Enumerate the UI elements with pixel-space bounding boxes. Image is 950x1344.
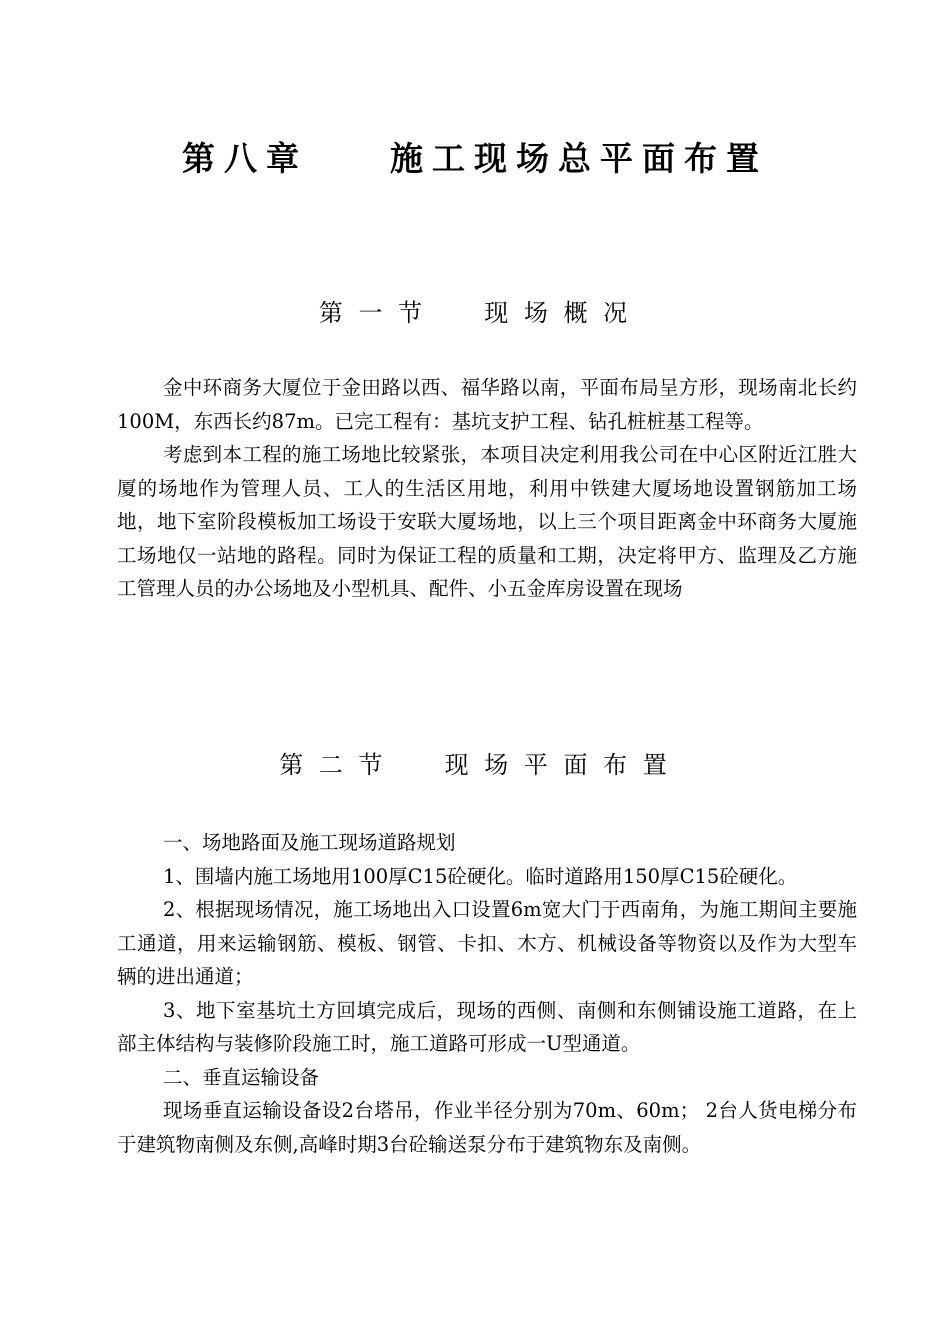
paragraph: 考虑到本工程的施工场地比较紧张，本项目决定利用我公司在中心区附近江胜大厦的场地作为管理人员、工人的生活区用地，利用中铁建大厦场地设置钢筋加工场地，地下室阶段模板加工场设于安联大厦场地，以上三个项目距离金中环商务大厦施工场地仅一站地的路程。同时为保证工程的质量和工期，决定将甲方、监理及乙方施工管理人员的办公场地及小型机具、配件、小五金库房设置在现场 xyxy=(117,443,857,600)
section-title-site-overview: 第 一 节 现 场 概 况 xyxy=(318,299,632,327)
section-title-site-layout: 第 二 节 现 场 平 面 布 置 xyxy=(279,751,671,779)
paragraph: 金中环商务大厦位于金田路以西、福华路以南，平面布局呈方形，现场南北长约100M，东西长约87m。已完工程有：基坑支护工程、钻孔桩桩基工程等。 xyxy=(117,376,857,433)
chapter-title: 第八章 施工现场总平面布置 xyxy=(182,139,768,178)
paragraph: 一、场地路面及施工现场道路规划 xyxy=(163,831,456,854)
paragraph: 1、围墙内施工场地用100厚C15砼硬化。临时道路用150厚C15砼硬化。 xyxy=(163,864,798,888)
paragraph: 2、根据现场情况，施工场地出入口设置6m宽大门于西南角，为施工期间主要施工通道，用来运输钢筋、模板、钢管、卡扣、木方、机械设备等物资以及作为大型车辆的进出通道； xyxy=(117,898,857,988)
paragraph: 3、地下室基坑土方回填完成后，现场的西侧、南侧和东侧铺设施工道路，在上部主体结构与装修阶段施工时，施工道路可形成一U型通道。 xyxy=(117,998,857,1055)
section-body-site-overview xyxy=(117,371,857,606)
paragraph: 现场垂直运输设备设2台塔吊，作业半径分别为70m、60m； 2台人货电梯分布于建筑物南侧及东侧,高峰时期3台砼输送泵分布于建筑物东及南侧。 xyxy=(117,1099,857,1156)
paragraph: 二、垂直运输设备 xyxy=(163,1065,320,1089)
section-body-site-layout xyxy=(117,826,857,1161)
